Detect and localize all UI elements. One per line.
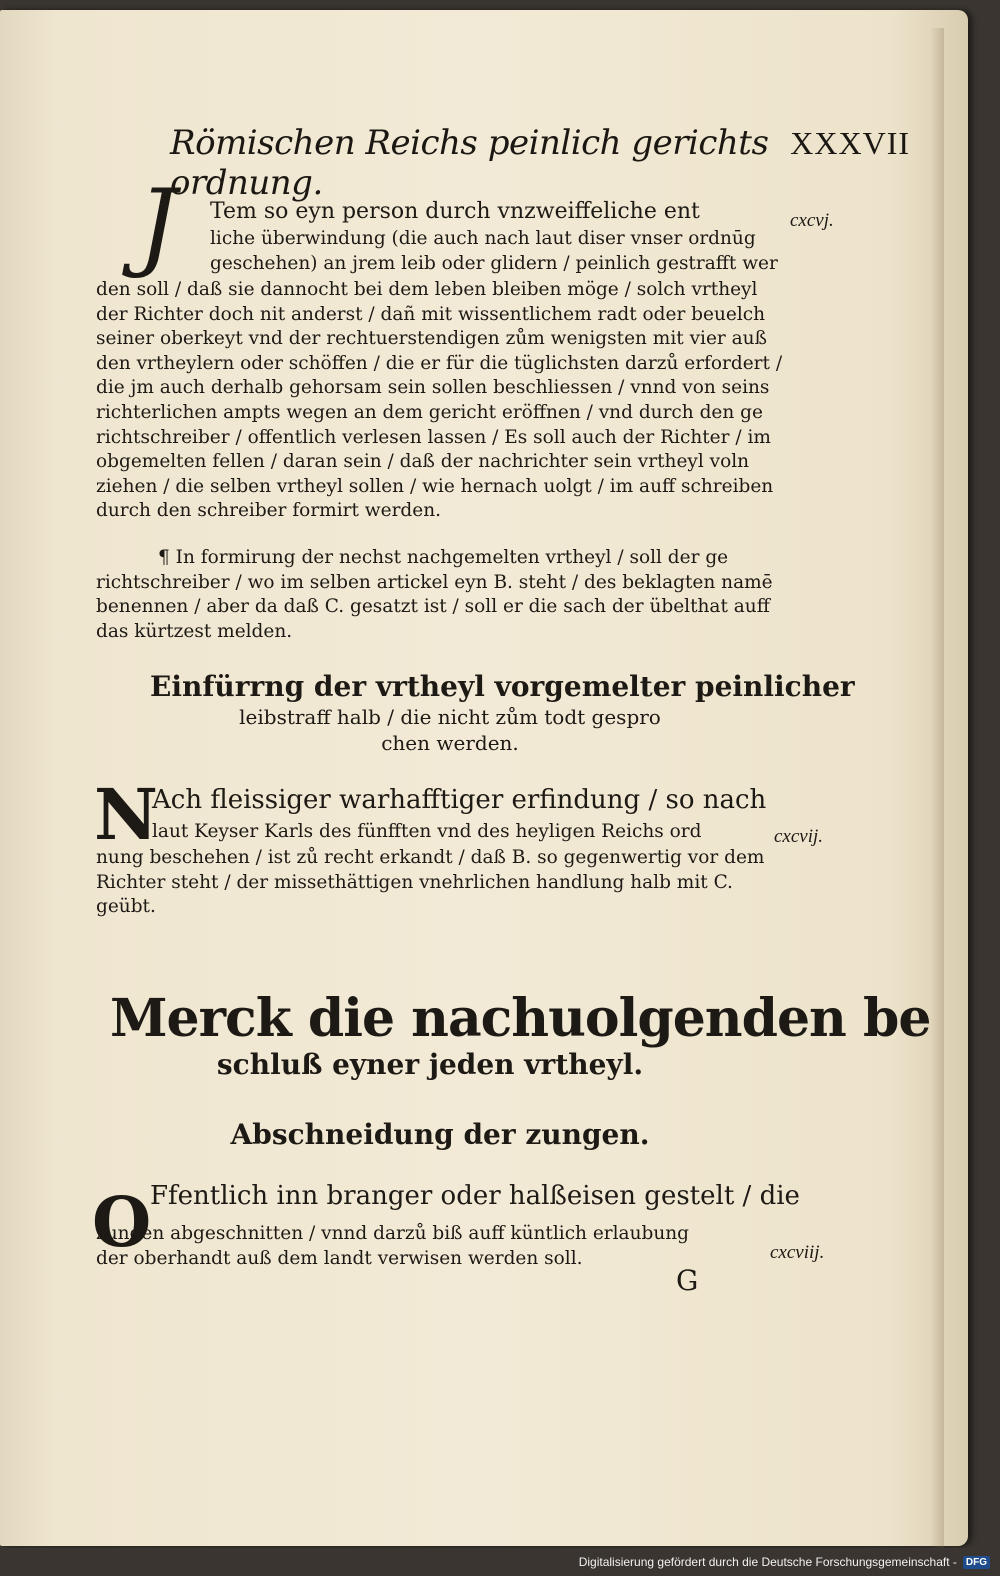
text-line: geübt.: [96, 896, 156, 918]
text-line: benennen / aber da daß C. gesatzt ist / soll er die sach der übelthat auff: [96, 596, 770, 618]
footer-bar: [0, 1548, 1000, 1576]
text-line: laut Keyser Karls des fünfften vnd des heyligen Reichs ord: [152, 821, 702, 842]
text-line: richtschreiber / offentlich verlesen lassen / Es soll auch der Richter / im: [96, 426, 771, 448]
paragraph-note: [96, 546, 773, 644]
text-line: das kürtzest melden.: [96, 620, 293, 642]
text-line: seiner oberkeyt vnd der rechtuerstendigen zům wenigsten mit vier auß: [96, 328, 767, 350]
text-line: der oberhandt auß dem landt verwisen werden soll.: [96, 1247, 583, 1269]
section-heading: [150, 670, 855, 756]
decorated-initial: N: [94, 773, 158, 856]
paragraph-indented-lines: [210, 227, 778, 276]
folio-number: XXXVII: [790, 125, 910, 161]
text-line: Ffentlich inn branger oder halßeisen gestelt / die: [150, 1181, 800, 1211]
text-line: ziehen / die selben vrtheyl sollen / wie hernach uolgt / im auff schreiben: [96, 475, 774, 497]
running-title: Römischen Reichs peinlich gerichts ordnung.: [170, 123, 769, 203]
decorated-initial: O: [92, 1183, 152, 1263]
margin-note: cxcvij.: [774, 826, 824, 847]
margin-note: cxcviij.: [770, 1242, 825, 1263]
subsection-heading: [150, 1118, 730, 1152]
text-line: ¶ In formirung der nechst nachgemelten vrtheyl / soll der ge: [158, 547, 729, 568]
text-line: den vrtheylern oder schöffen / die er für die tüglichsten darzů erfordert /: [96, 352, 783, 374]
paragraph-first-line: [152, 784, 766, 816]
text-line: durch den schreiber formirt werden.: [96, 500, 441, 522]
text-line: Ach fleissiger warhafftiger erfindung / so nach: [152, 785, 767, 815]
heading-line: leibstraff halb / die nicht zům todt gespro: [239, 705, 661, 729]
text-line: liche überwindung (die auch nach laut diser vnser ordnūg: [210, 228, 756, 249]
text-line: Richter steht / der missethättigen vnehrlichen handlung halb mit C.: [96, 871, 733, 893]
signature-mark: G: [676, 1264, 699, 1297]
paragraph-body: [96, 1222, 689, 1271]
text-line: geschehen) an jrem leib oder glidern / peinlich gestrafft wer: [210, 252, 778, 274]
heading-line: Abschneidung der zungen.: [230, 1118, 650, 1151]
paragraph-first-line: [210, 197, 700, 227]
paragraph-body: [96, 278, 782, 524]
text-line: den soll / daß sie dannocht bei dem leben bleiben möge / solch vrtheyl: [96, 279, 758, 300]
paragraph-first-line: [150, 1180, 800, 1212]
text-line: obgemelten fellen / daran sein / daß der nachrichter sein vrtheyl voln: [96, 451, 750, 473]
text-line: richterlichen ampts wegen an dem gericht eröffnen / vnd durch den ge: [96, 401, 763, 423]
text-line: richtschreiber / wo im selben artickel eyn B. steht / des beklagten namē: [96, 571, 773, 593]
text-line: die jm auch derhalb gehorsam sein sollen beschliessen / vnnd von seins: [96, 377, 770, 399]
text-line: zungen abgeschnitten / vnnd darzů biß auff küntlich erlaubung: [96, 1223, 690, 1244]
decorated-initial: J: [138, 169, 177, 281]
text-line: nung beschehen / ist zů recht erkandt / daß B. so gegenwertig vor dem: [96, 847, 765, 868]
page-edge-shadow: [930, 28, 944, 1548]
text-line: Tem so eyn person durch vnzweiffeliche ent: [210, 199, 700, 224]
footer-credit: Digitalisierung gefördert durch die Deutsche Forschungsgemeinschaft -: [578, 1555, 957, 1569]
running-header: [170, 123, 910, 203]
heading-line: Merck die nachuolgenden be: [110, 988, 931, 1049]
paragraph-indented-lines: [152, 820, 701, 845]
text-line: der Richter doch nit anderst / dañ mit wissentlichem radt oder beuelch: [96, 303, 766, 325]
margin-note: cxcvj.: [790, 210, 834, 231]
dfg-logo: DFG: [963, 1556, 990, 1569]
section-heading-large: [110, 988, 931, 1082]
heading-line: chen werden.: [381, 731, 519, 755]
paragraph-body: [96, 846, 764, 920]
heading-line: schluß eyner jeden vrtheyl.: [216, 1048, 644, 1081]
heading-line: Einfürrng der vrtheyl vorgemelter peinlicher: [150, 670, 855, 703]
